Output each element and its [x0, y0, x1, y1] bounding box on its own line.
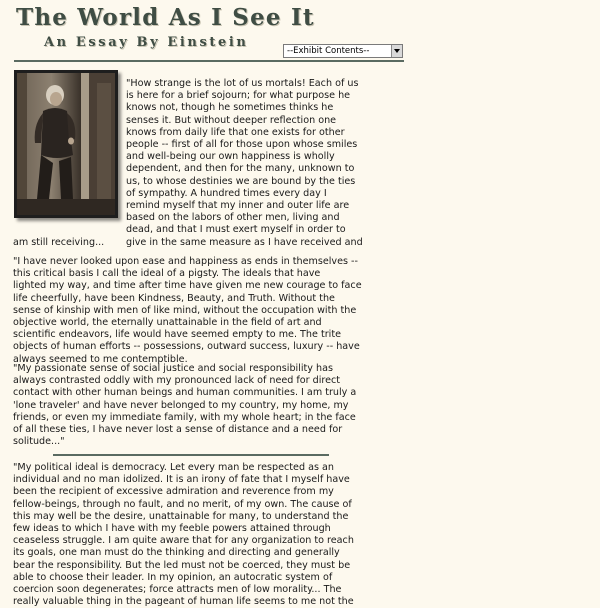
text-line: always contrasted oddly with my pronounced lack of need for direct	[13, 375, 341, 387]
text-line: 'lone traveler' and have never belonged to my country, my home, my	[13, 399, 349, 411]
text-line: this critical basis I call the ideal of a pigsty. The ideals that have	[13, 268, 321, 280]
section-divider	[53, 454, 329, 456]
text-line: sense of kinship with men of like mind, without the occupation with the	[13, 304, 357, 316]
essay-paragraph-1-tail: am still receiving...	[13, 237, 105, 248]
text-line: is here for a brief sojourn; for what purpose he	[126, 90, 351, 102]
essay-paragraph-2	[13, 256, 373, 366]
text-line: coercion soon degenerates; force attracts men of low morality... The	[13, 584, 342, 596]
exhibit-contents-select-value: --Exhibit Contents--	[287, 46, 370, 56]
text-line: knows from daily life that one exists for other	[126, 126, 345, 138]
text-line: been the recipient of excessive admiration and reverence from my	[13, 486, 334, 498]
text-line: of sympathy. A hundred times every day I	[126, 187, 327, 199]
text-line: based on the labors of other men, living and	[126, 212, 340, 224]
text-line: its goals, one man must do the thinking and directing and generally	[13, 547, 340, 559]
text-line: life cheerfully, have been Kindness, Beauty, and Truth. Without the	[13, 292, 335, 304]
text-line: and well-being our own happiness is wholly	[126, 151, 335, 163]
text-line: bear the responsibility. But the led must not be coerced, they must be	[13, 559, 351, 571]
text-line: remind myself that my inner and outer life are	[126, 200, 350, 212]
text-line: solitude..."	[13, 436, 65, 448]
text-line: dead, and that I must exert myself in order to	[126, 224, 346, 236]
text-line: give in the same measure as I have received and	[126, 236, 363, 248]
text-line: individual and no man idolized. It is an irony of fate that I myself have	[13, 474, 350, 486]
text-line: fellow-beings, through no fault, and no merit, of my own. The cause of	[13, 498, 352, 510]
page-title: The World As I See It	[16, 4, 315, 31]
page-subtitle: An Essay By Einstein	[44, 35, 249, 50]
text-line: this may well be the desire, unattainable for many, to understand the	[13, 510, 349, 522]
text-line: us, to whose destinies we are bound by the ties	[126, 175, 356, 187]
text-line: senses it. But without deeper reflection one	[126, 114, 337, 126]
text-line: "My political ideal is democracy. Let every man be respected as an	[13, 462, 334, 473]
text-line: really valuable thing in the pageant of human life seems to me not the	[13, 596, 354, 608]
essay-paragraph-3	[13, 363, 373, 448]
text-line: knows not, though he sometimes thinks he	[126, 102, 334, 114]
text-line: few ideas to which I have with my feeble powers attained through	[13, 523, 331, 535]
text-line: scientific endeavors, life would have seemed empty to me. The trite	[13, 329, 341, 341]
essay-paragraph-4	[13, 462, 373, 608]
text-line: objective world, the eternally unattainable in the field of art and	[13, 317, 322, 329]
text-line: "How strange is the lot of us mortals! Each of us	[126, 78, 359, 89]
text-line: "I have never looked upon ease and happiness as ends in themselves --	[13, 256, 358, 267]
text-line: friends, or even my immediate family, with my whole heart; in the face	[13, 411, 356, 423]
text-line: dependent, and then for the many, unknown to	[126, 163, 355, 175]
essay-paragraph-1	[126, 78, 370, 249]
text-line: ceaseless struggle. I am quite aware that for any organization to reach	[13, 535, 354, 547]
text-line: objects of human efforts -- possessions, outward success, luxury -- have	[13, 341, 360, 353]
text-line: "My passionate sense of social justice and social responsibility has	[13, 363, 333, 374]
text-line: always seemed to me contemptible.	[13, 353, 188, 365]
text-line: able to choose their leader. In my opinion, an autocratic system of	[13, 571, 333, 583]
text-line: of all these ties, I have never lost a sense of distance and a need for	[13, 424, 343, 436]
text-line: lighted my way, and time after time have given me new courage to face	[13, 280, 362, 292]
text-line: people -- first of all for those upon whose smiles	[126, 139, 358, 151]
text-line: contact with other human beings and human communities. I am truly a	[13, 387, 357, 399]
